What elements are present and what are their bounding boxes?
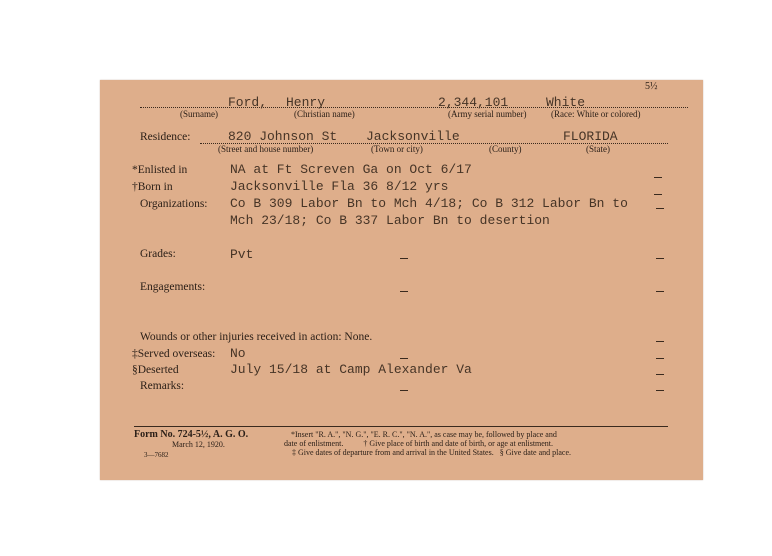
born-value: Jacksonville Fla 36 8/12 yrs [230, 179, 449, 194]
serial-number-value: 2,344,101 [438, 95, 509, 110]
race-label: (Race: White or colored) [551, 109, 641, 119]
enlisted-dash [654, 177, 662, 178]
organizations-dash [656, 208, 664, 209]
deserted-value: July 15/18 at Camp Alexander Va [230, 362, 472, 377]
print-code: 3—7682 [144, 451, 169, 459]
organizations-line-2: Mch 23/18; Co B 337 Labor Bn to desertion [230, 213, 550, 228]
footnote-1: *Insert "R. A.", "N. G.", "E. R. C.", "N. A.", as case may be, followed by place and [291, 430, 557, 439]
race-value: White [546, 95, 586, 110]
served-overseas-value: No [230, 346, 246, 361]
engagements-label: Engagements: [140, 281, 206, 293]
engagements-dash [656, 291, 664, 292]
state-value: FLORIDA [563, 129, 618, 144]
footnote-2: date of enlistment. † Give place of birth and date of birth, or age at enlistment. [284, 439, 554, 448]
born-label: †Born in [132, 181, 173, 193]
wounds-dash [656, 341, 664, 342]
form-number: Form No. 724-5½, A. G. O. [134, 429, 249, 440]
organizations-line-1: Co B 309 Labor Bn to Mch 4/18; Co B 312 Labor Bn to [230, 196, 628, 211]
served-overseas-dash [656, 358, 664, 359]
grades-mid-dash [400, 258, 408, 259]
wounds-label: Wounds or other injuries received in action: None. [140, 331, 373, 343]
engagements-mid-dash [400, 291, 408, 292]
state-label: (State) [586, 144, 610, 154]
street-label: (Street and house number) [218, 144, 314, 154]
remarks-mid-dash [400, 390, 408, 391]
remarks-label: Remarks: [140, 380, 185, 392]
serial-number-label: (Army serial number) [448, 109, 527, 119]
served-overseas-mid-dash [400, 358, 408, 359]
deserted-label: §Deserted [132, 364, 179, 376]
christian-name-value: Henry [286, 95, 326, 110]
surname-value: Ford, [228, 95, 268, 110]
surname-label: (Surname) [180, 109, 218, 119]
form-date: March 12, 1920. [172, 440, 225, 449]
footnote-3: ‡ Give dates of departure from and arrival in the United States. § Give date and place. [292, 448, 572, 457]
grades-value: Pvt [230, 247, 254, 262]
enlisted-value: NA at Ft Screven Ga on Oct 6/17 [230, 162, 472, 177]
deserted-dash [656, 374, 664, 375]
born-dash [654, 194, 662, 195]
christian-name-label: (Christian name) [294, 109, 355, 119]
name-dotted-line [140, 107, 688, 108]
corner-number: 5½ [645, 81, 658, 92]
county-label: (County) [489, 144, 522, 154]
remarks-dash [656, 390, 664, 391]
grades-dash [656, 258, 664, 259]
footer-rule [134, 426, 668, 427]
organizations-label: Organizations: [140, 198, 208, 210]
residence-label: Residence: [140, 131, 191, 143]
city-label: (Town or city) [371, 144, 423, 154]
served-overseas-label: ‡Served overseas: [132, 348, 216, 360]
city-value: Jacksonville [366, 129, 460, 144]
service-record-card [100, 80, 703, 480]
enlisted-label: *Enlisted in [132, 164, 188, 176]
grades-label: Grades: [140, 248, 176, 260]
street-value: 820 Johnson St [228, 129, 338, 144]
